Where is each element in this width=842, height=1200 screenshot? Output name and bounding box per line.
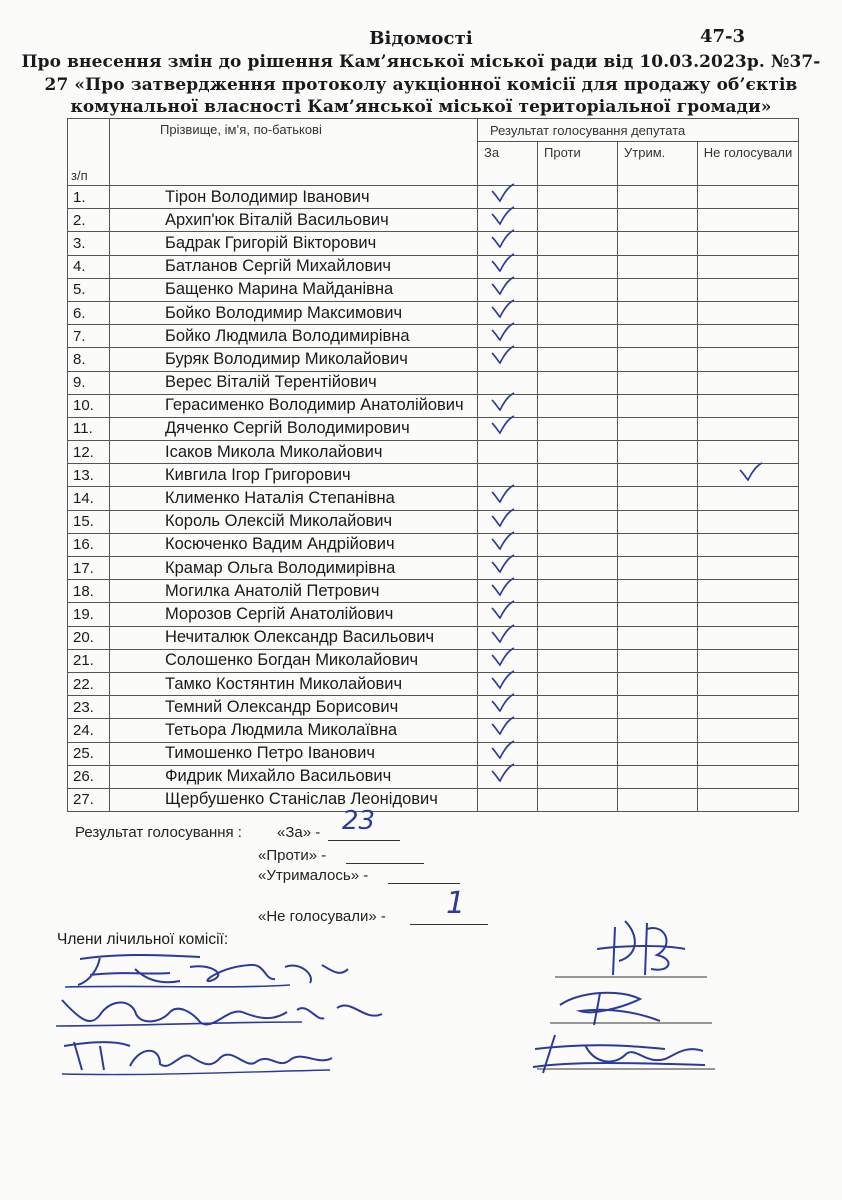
row-number: 14. xyxy=(68,487,110,510)
results-for-value: 23 xyxy=(342,806,376,836)
vote-cell-not-voted xyxy=(698,696,799,719)
table-row xyxy=(68,603,799,626)
deputy-name: Морозов Сергій Анатолійович xyxy=(110,603,478,626)
row-number: 22. xyxy=(68,672,110,695)
checkmark-icon xyxy=(490,206,516,228)
deputy-name: Темний Олександр Борисович xyxy=(110,696,478,719)
document-title: Відомості xyxy=(369,28,473,49)
deputy-name: Солошенко Богдан Миколайович xyxy=(110,649,478,672)
vote-cell-not-voted xyxy=(698,742,799,765)
vote-cell-not-voted xyxy=(698,417,799,440)
vote-cell-against xyxy=(538,232,618,255)
header-against: Проти xyxy=(538,142,618,186)
vote-cell-abstain xyxy=(618,348,698,371)
row-number: 5. xyxy=(68,278,110,301)
vote-cell-against xyxy=(538,301,618,324)
header-for: За xyxy=(478,142,538,186)
committee-member-1-handwriting xyxy=(60,945,360,993)
vote-cell-not-voted xyxy=(698,301,799,324)
row-number: 11. xyxy=(68,417,110,440)
vote-cell-abstain xyxy=(618,696,698,719)
results-abstain-label: «Утрималось» - xyxy=(258,867,369,884)
vote-cell-not-voted xyxy=(698,278,799,301)
table-row xyxy=(68,696,799,719)
table-row xyxy=(68,301,799,324)
vote-cell-not-voted xyxy=(698,719,799,742)
checkmark-icon xyxy=(490,229,516,251)
table-row xyxy=(68,371,799,394)
vote-cell-abstain xyxy=(618,487,698,510)
vote-cell-against xyxy=(538,557,618,580)
deputy-name: Крамар Ольга Володимирівна xyxy=(110,557,478,580)
vote-cell-abstain xyxy=(618,557,698,580)
table-row xyxy=(68,487,799,510)
checkmark-icon xyxy=(490,508,516,530)
vote-cell-against xyxy=(538,626,618,649)
vote-cell-not-voted xyxy=(698,788,799,811)
checkmark-icon xyxy=(490,693,516,715)
vote-cell-abstain xyxy=(618,742,698,765)
row-number: 4. xyxy=(68,255,110,278)
table-row xyxy=(68,441,799,464)
results-not-voted-value: 1 xyxy=(446,886,466,921)
results-not-voted-label: «Не голосували» - xyxy=(258,908,386,925)
vote-cell-not-voted xyxy=(698,325,799,348)
deputy-name: Тамко Костянтин Миколайович xyxy=(110,672,478,695)
table-row xyxy=(68,325,799,348)
deputy-name: Бадрак Григорій Вікторович xyxy=(110,232,478,255)
vote-cell-abstain xyxy=(618,325,698,348)
vote-cell-not-voted xyxy=(698,672,799,695)
subtitle-line-1: Про внесення змін до рішення Кам’янської міської ради від 10.03.2023р. №37- xyxy=(21,52,821,72)
row-number: 9. xyxy=(68,371,110,394)
checkmark-icon xyxy=(490,415,516,437)
row-number: 18. xyxy=(68,580,110,603)
deputy-name: Дяченко Сергій Володимирович xyxy=(110,417,478,440)
signature-2 xyxy=(540,985,720,1030)
row-number: 27. xyxy=(68,788,110,811)
vote-cell-abstain xyxy=(618,649,698,672)
deputy-name: Фидрик Михайло Васильович xyxy=(110,765,478,788)
deputy-name: Тимошенко Петро Іванович xyxy=(110,742,478,765)
vote-cell-against xyxy=(538,603,618,626)
deputy-name: Буряк Володимир Миколайович xyxy=(110,348,478,371)
checkmark-icon xyxy=(490,647,516,669)
checkmark-icon xyxy=(490,345,516,367)
voting-table xyxy=(67,118,799,812)
vote-cell-abstain xyxy=(618,672,698,695)
deputy-name: Бащенко Марина Майданівна xyxy=(110,278,478,301)
row-number: 10. xyxy=(68,394,110,417)
vote-cell-not-voted xyxy=(698,580,799,603)
deputy-name: Ісаков Микола Миколайович xyxy=(110,441,478,464)
vote-cell-not-voted xyxy=(698,649,799,672)
vote-cell-abstain xyxy=(618,209,698,232)
vote-cell-for xyxy=(478,765,538,788)
checkmark-icon xyxy=(490,276,516,298)
deputy-name: Клименко Наталія Степанівна xyxy=(110,487,478,510)
vote-cell-against xyxy=(538,649,618,672)
header-vote-result: Результат голосування депутата xyxy=(478,119,799,142)
header-not-voted: Не голосували xyxy=(698,142,799,186)
table-row xyxy=(68,719,799,742)
table-row xyxy=(68,626,799,649)
results-label: Результат голосування : xyxy=(75,824,242,841)
vote-cell-against xyxy=(538,788,618,811)
vote-cell-against xyxy=(538,417,618,440)
vote-cell-not-voted xyxy=(698,765,799,788)
vote-cell-abstain xyxy=(618,441,698,464)
signature-1 xyxy=(555,915,715,985)
vote-cell-abstain xyxy=(618,371,698,394)
deputy-name: Батланов Сергій Михайлович xyxy=(110,255,478,278)
vote-cell-against xyxy=(538,672,618,695)
checkmark-icon xyxy=(490,670,516,692)
row-number: 16. xyxy=(68,533,110,556)
row-number: 8. xyxy=(68,348,110,371)
vote-cell-against xyxy=(538,371,618,394)
vote-cell-abstain xyxy=(618,719,698,742)
vote-cell-against xyxy=(538,394,618,417)
vote-cell-not-voted xyxy=(698,394,799,417)
table-row xyxy=(68,765,799,788)
checkmark-icon xyxy=(490,554,516,576)
vote-cell-abstain xyxy=(618,394,698,417)
table-row xyxy=(68,464,799,487)
row-number: 7. xyxy=(68,325,110,348)
header-name: Прізвище, ім’я, по-батькові xyxy=(110,119,478,186)
vote-cell-not-voted xyxy=(698,603,799,626)
results-for-label: «За» - xyxy=(277,824,321,841)
vote-cell-abstain xyxy=(618,417,698,440)
deputy-name: Архип'юк Віталій Васильович xyxy=(110,209,478,232)
row-number: 20. xyxy=(68,626,110,649)
table-row xyxy=(68,394,799,417)
vote-cell-not-voted xyxy=(698,464,799,487)
vote-cell-for xyxy=(478,441,538,464)
vote-cell-abstain xyxy=(618,510,698,533)
committee-member-2-handwriting xyxy=(52,992,397,1037)
table-row xyxy=(68,209,799,232)
checkmark-icon xyxy=(490,531,516,553)
vote-cell-against xyxy=(538,186,618,209)
vote-cell-abstain xyxy=(618,626,698,649)
table-row xyxy=(68,232,799,255)
row-number: 3. xyxy=(68,232,110,255)
vote-cell-against xyxy=(538,696,618,719)
vote-cell-abstain xyxy=(618,278,698,301)
row-number: 17. xyxy=(68,557,110,580)
row-number: 6. xyxy=(68,301,110,324)
checkmark-icon xyxy=(490,600,516,622)
vote-cell-for xyxy=(478,788,538,811)
vote-cell-abstain xyxy=(618,301,698,324)
vote-cell-not-voted xyxy=(698,232,799,255)
vote-cell-abstain xyxy=(618,580,698,603)
row-number: 12. xyxy=(68,441,110,464)
table-row xyxy=(68,255,799,278)
deputy-name: Бойко Володимир Максимович xyxy=(110,301,478,324)
deputy-name: Бойко Людмила Володимирівна xyxy=(110,325,478,348)
committee-member-3-handwriting xyxy=(60,1036,345,1080)
table-row xyxy=(68,510,799,533)
row-number: 25. xyxy=(68,742,110,765)
deputy-name: Герасименко Володимир Анатолійович xyxy=(110,394,478,417)
vote-cell-not-voted xyxy=(698,441,799,464)
table-row xyxy=(68,557,799,580)
table-row xyxy=(68,788,799,811)
row-number: 15. xyxy=(68,510,110,533)
vote-cell-against xyxy=(538,765,618,788)
subtitle-line-2: 27 «Про затвердження протоколу аукціонної комісії для продажу об’єктів xyxy=(44,75,798,95)
vote-cell-against xyxy=(538,487,618,510)
vote-cell-not-voted xyxy=(698,533,799,556)
table-row xyxy=(68,348,799,371)
vote-cell-abstain xyxy=(618,255,698,278)
table-row xyxy=(68,672,799,695)
vote-cell-abstain xyxy=(618,464,698,487)
results-against-line xyxy=(346,845,424,864)
table-row xyxy=(68,278,799,301)
row-number: 13. xyxy=(68,464,110,487)
signature-3 xyxy=(525,1025,725,1080)
table-row xyxy=(68,649,799,672)
vote-cell-against xyxy=(538,278,618,301)
row-number: 1. xyxy=(68,186,110,209)
vote-cell-for xyxy=(478,417,538,440)
checkmark-icon xyxy=(490,577,516,599)
deputy-name: Король Олексій Миколайович xyxy=(110,510,478,533)
checkmark-icon xyxy=(738,462,764,484)
vote-cell-not-voted xyxy=(698,487,799,510)
table-row xyxy=(68,742,799,765)
vote-cell-not-voted xyxy=(698,371,799,394)
vote-cell-for xyxy=(478,348,538,371)
checkmark-icon xyxy=(490,763,516,785)
deputy-name: Кивгила Ігор Григорович xyxy=(110,464,478,487)
vote-cell-not-voted xyxy=(698,209,799,232)
row-number: 19. xyxy=(68,603,110,626)
deputy-name: Верес Віталій Терентійович xyxy=(110,371,478,394)
document-number: 47-3 xyxy=(700,26,746,47)
vote-cell-not-voted xyxy=(698,626,799,649)
checkmark-icon xyxy=(490,716,516,738)
vote-cell-abstain xyxy=(618,603,698,626)
deputy-name: Тетьора Людмила Миколаївна xyxy=(110,719,478,742)
deputy-name: Нечиталюк Олександр Васильович xyxy=(110,626,478,649)
deputy-name: Щербушенко Станіслав Леонідович xyxy=(110,788,478,811)
vote-cell-against xyxy=(538,348,618,371)
checkmark-icon xyxy=(490,322,516,344)
checkmark-icon xyxy=(490,740,516,762)
vote-cell-abstain xyxy=(618,533,698,556)
vote-cell-not-voted xyxy=(698,348,799,371)
vote-cell-against xyxy=(538,441,618,464)
checkmark-icon xyxy=(490,253,516,275)
checkmark-icon xyxy=(490,624,516,646)
row-number: 21. xyxy=(68,649,110,672)
vote-cell-not-voted xyxy=(698,557,799,580)
vote-cell-abstain xyxy=(618,788,698,811)
table-row xyxy=(68,580,799,603)
vote-cell-abstain xyxy=(618,186,698,209)
deputy-name: Тірон Володимир Іванович xyxy=(110,186,478,209)
results-abstain-line xyxy=(388,864,460,884)
deputy-name: Косюченко Вадим Андрійович xyxy=(110,533,478,556)
row-number: 24. xyxy=(68,719,110,742)
deputy-name: Могилка Анатолій Петрович xyxy=(110,580,478,603)
vote-cell-against xyxy=(538,719,618,742)
table-row xyxy=(68,186,799,209)
table-row xyxy=(68,533,799,556)
table-row xyxy=(68,417,799,440)
vote-cell-against xyxy=(538,580,618,603)
vote-cell-against xyxy=(538,209,618,232)
row-number: 26. xyxy=(68,765,110,788)
row-number: 2. xyxy=(68,209,110,232)
checkmark-icon xyxy=(490,392,516,414)
vote-cell-not-voted xyxy=(698,255,799,278)
checkmark-icon xyxy=(490,299,516,321)
vote-cell-against xyxy=(538,742,618,765)
vote-cell-against xyxy=(538,255,618,278)
vote-rows xyxy=(68,186,799,812)
vote-cell-against xyxy=(538,325,618,348)
vote-cell-against xyxy=(538,533,618,556)
vote-cell-abstain xyxy=(618,232,698,255)
checkmark-icon xyxy=(490,484,516,506)
committee-label: Члени лічильної комісії: xyxy=(57,931,229,948)
vote-cell-against xyxy=(538,464,618,487)
vote-cell-against xyxy=(538,510,618,533)
vote-cell-not-voted xyxy=(698,510,799,533)
header-abstain: Утрим. xyxy=(618,142,698,186)
vote-cell-not-voted xyxy=(698,186,799,209)
checkmark-icon xyxy=(490,183,516,205)
results-against-label: «Проти» - xyxy=(258,847,327,864)
vote-cell-abstain xyxy=(618,765,698,788)
subtitle-line-3: комунальної власності Кам’янської міської територіальної громади» xyxy=(70,97,772,117)
header-number: з/п xyxy=(68,119,110,186)
row-number: 23. xyxy=(68,696,110,719)
